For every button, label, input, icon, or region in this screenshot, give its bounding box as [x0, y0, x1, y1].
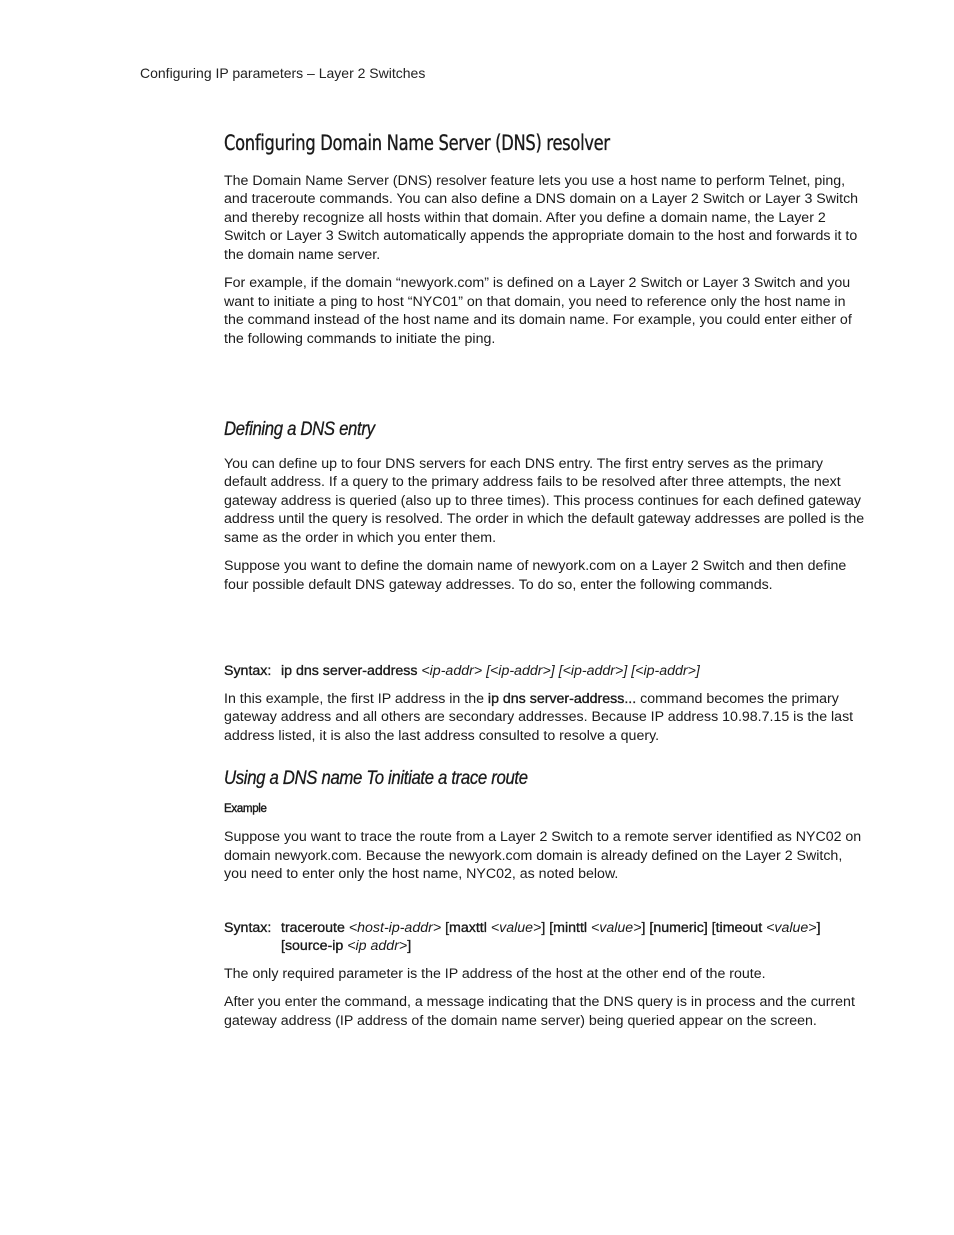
inline-command: ip dns server-address...	[487, 690, 637, 707]
dns-explanation-paragraph	[224, 690, 869, 746]
syntax-command: traceroute	[281, 919, 345, 936]
syntax-body	[281, 662, 869, 681]
traceroute-syntax-line	[224, 919, 869, 956]
section-title: Configuring Domain Name Server (DNS) resolver	[224, 131, 610, 155]
syntax-option: [maxttl	[445, 919, 487, 936]
dns-entry-paragraph: You can define up to four DNS servers for each DNS entry. The first entry serves as the primary default address. If a query to the primary address fails to be resolved after three attempts, the next gateway address is queried (also up to three times). This process continues for each defined gateway address until the query is resolved. The order in which the default gateway addresses are polled is the same as the order in which you enter them.	[224, 455, 865, 546]
subsection-title-dns-entry: Defining a DNS entry	[224, 417, 375, 440]
syntax-label: Syntax:	[224, 919, 272, 936]
main-content	[224, 131, 869, 1040]
syntax-arg: <value>	[766, 919, 817, 936]
text-run: In this example, the first IP address in the	[224, 690, 488, 707]
syntax-arg: <value>	[591, 919, 642, 936]
syntax-command: ip dns server-address	[281, 662, 418, 679]
text-run: command becomes the primary gateway address and all others are secondary addresses. Because IP address 10.98.7.15 is the last address listed, it is also the last address consulted to resolve a query.	[224, 690, 854, 744]
syntax-option: ]	[816, 919, 821, 936]
syntax-arg: [<ip-addr>]	[486, 662, 555, 679]
traceroute-required-paragraph: The only required parameter is the IP address of the host at the other end of the route.	[224, 966, 766, 983]
running-header: Configuring IP parameters – Layer 2 Switches	[140, 65, 426, 81]
example-label: Example	[224, 802, 267, 815]
syntax-option: ]	[407, 938, 412, 955]
syntax-arg: [<ip-addr>]	[558, 662, 628, 679]
dns-syntax-line	[224, 662, 869, 681]
syntax-arg: <ip-addr>	[421, 662, 483, 679]
trace-route-paragraph: Suppose you want to trace the route from a Layer 2 Switch to a remote server identified as NYC02 on domain newyork.com. Because the newyork.com domain is already defined on the Layer 2 Switch, you need to enter only the host name, NYC02, as noted below.	[224, 829, 862, 883]
subsection-title-trace-route: Using a DNS name To initiate a trace route	[224, 767, 528, 790]
syntax-option: ] [minttl	[541, 919, 588, 936]
syntax-option: [source-ip	[281, 938, 344, 955]
syntax-label: Syntax:	[224, 662, 272, 679]
syntax-option: ] [numeric] [timeout	[641, 919, 763, 936]
syntax-arg: <host-ip-addr>	[348, 919, 442, 936]
syntax-arg: [<ip-addr>]	[631, 662, 700, 679]
syntax-arg: <ip addr>	[347, 938, 408, 955]
dns-entry-instructions: Suppose you want to define the domain name of newyork.com on a Layer 2 Switch and then define four possible default DNS gateway addresses. To do so, enter the following commands.	[224, 558, 847, 593]
syntax-arg: <value>	[490, 919, 542, 936]
example-paragraph: For example, if the domain “newyork.com” is defined on a Layer 2 Switch or Layer 3 Switch and you want to initiate a ping to host “NYC01” on that domain, you need to reference only the host name in the command instead of the host name and its domain name. For example, you could enter either of the following commands to initiate the ping.	[224, 275, 852, 347]
intro-paragraph: The Domain Name Server (DNS) resolver feature lets you use a host name to perform Telnet, ping, and traceroute commands. You can also define a DNS domain on a Layer 2 Switch or Layer 3 Switch and thereby recognize all hosts within that domain. After you define a domain name, the Layer 2 Switch or Layer 3 Switch automatically appends the appropriate domain to the host and forwards it to the domain name server.	[224, 172, 859, 263]
traceroute-output-paragraph: After you enter the command, a message indicating that the DNS query is in process and the current gateway address (IP address of the domain name server) being queried appear on the screen.	[224, 994, 855, 1029]
syntax-body	[281, 919, 869, 956]
